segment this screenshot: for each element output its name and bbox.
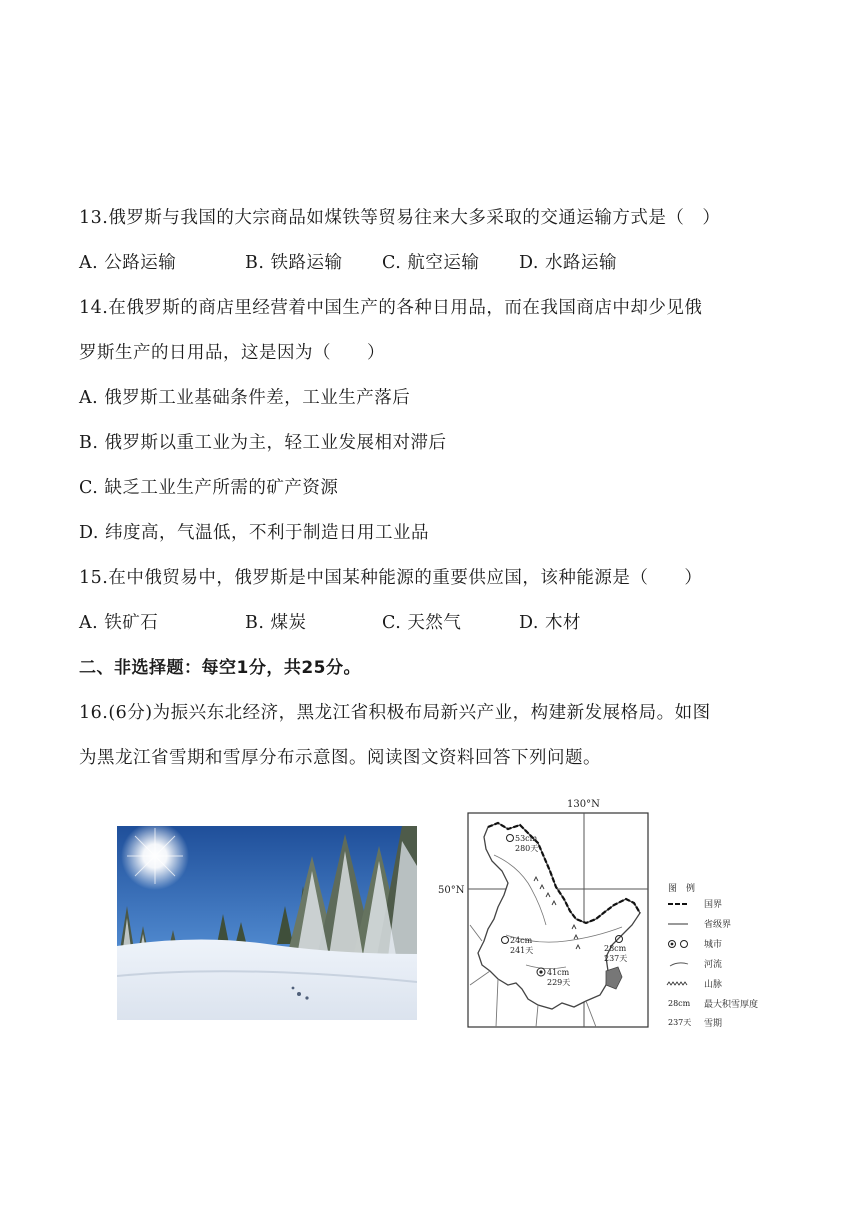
station-days: 229天	[547, 978, 571, 987]
q13-options	[79, 251, 617, 275]
station-days: 241天	[510, 946, 534, 955]
q14-option-c[interactable]: C. 缺乏工业生产所需的矿产资源	[79, 478, 339, 498]
q14-option-b[interactable]: B. 俄罗斯以重工业为主，轻工业发展相对滞后	[79, 433, 447, 453]
legend-national-border: 国界	[704, 900, 723, 910]
section-heading: 二、非选择题：每空1分，共25分。	[79, 658, 361, 678]
legend-city: 城市	[704, 940, 723, 950]
legend-sample-depth: 28cm	[668, 999, 691, 1008]
station-depth: 24cm	[510, 936, 533, 945]
q13-option-a[interactable]: A. 公路运输	[79, 253, 177, 273]
q15-options	[79, 611, 581, 635]
legend-max-snow-depth: 最大积雪厚度	[704, 1000, 759, 1010]
q14-option-a[interactable]: A. 俄罗斯工业基础条件差，工业生产落后	[79, 388, 411, 408]
station-depth: 41cm	[547, 968, 570, 977]
q14-stem-line2: 罗斯生产的日用品，这是因为（ ）	[79, 343, 385, 363]
legend-mountain: 山脉	[704, 980, 723, 990]
legend-provincial-border: 省级界	[704, 920, 732, 930]
q13-option-c[interactable]: C. 航空运输	[382, 253, 480, 273]
legend-title: 图 例	[668, 884, 696, 894]
q15-stem: 15.在中俄贸易中，俄罗斯是中国某种能源的重要供应国，该种能源是（ ）	[79, 568, 703, 588]
station-days: 237天	[604, 954, 628, 963]
q15-option-a[interactable]: A. 铁矿石	[79, 613, 159, 633]
legend-sample-days: 237天	[668, 1018, 692, 1027]
latitude-label: 50°N	[438, 885, 465, 896]
q14-stem-line1: 14.在俄罗斯的商店里经营着中国生产的各种日用品，而在我国商店中却少见俄	[79, 298, 703, 318]
legend-snow-period: 雪期	[704, 1019, 723, 1029]
map-legend	[667, 882, 758, 1029]
q13-option-b[interactable]: B. 铁路运输	[245, 253, 343, 273]
station-days: 280天	[515, 844, 539, 853]
q15-option-b[interactable]: B. 煤炭	[245, 613, 307, 633]
q15-option-d[interactable]: D. 木材	[519, 613, 582, 633]
q13-stem: 13.俄罗斯与我国的大宗商品如煤铁等贸易往来大多采取的交通运输方式是（ ）	[79, 208, 721, 228]
q16-stem-line2: 为黑龙江省雪期和雪厚分布示意图。阅读图文资料回答下列问题。	[79, 748, 601, 768]
station-depth: 28cm	[604, 944, 627, 953]
legend-river: 河流	[704, 960, 723, 970]
q14-option-d[interactable]: D. 纬度高，气温低，不利于制造日用工业品	[79, 523, 430, 543]
longitude-label: 130°N	[567, 799, 600, 810]
station-depth: 53cm	[515, 834, 538, 843]
q15-option-c[interactable]: C. 天然气	[382, 613, 462, 633]
snow-landscape-photo	[117, 826, 417, 1020]
snow-distribution-map	[436, 795, 796, 1035]
q13-option-d[interactable]: D. 水路运输	[519, 253, 618, 273]
q16-stem-line1: 16.(6分)为振兴东北经济，黑龙江省积极布局新兴产业，构建新发展格局。如图	[79, 703, 711, 723]
